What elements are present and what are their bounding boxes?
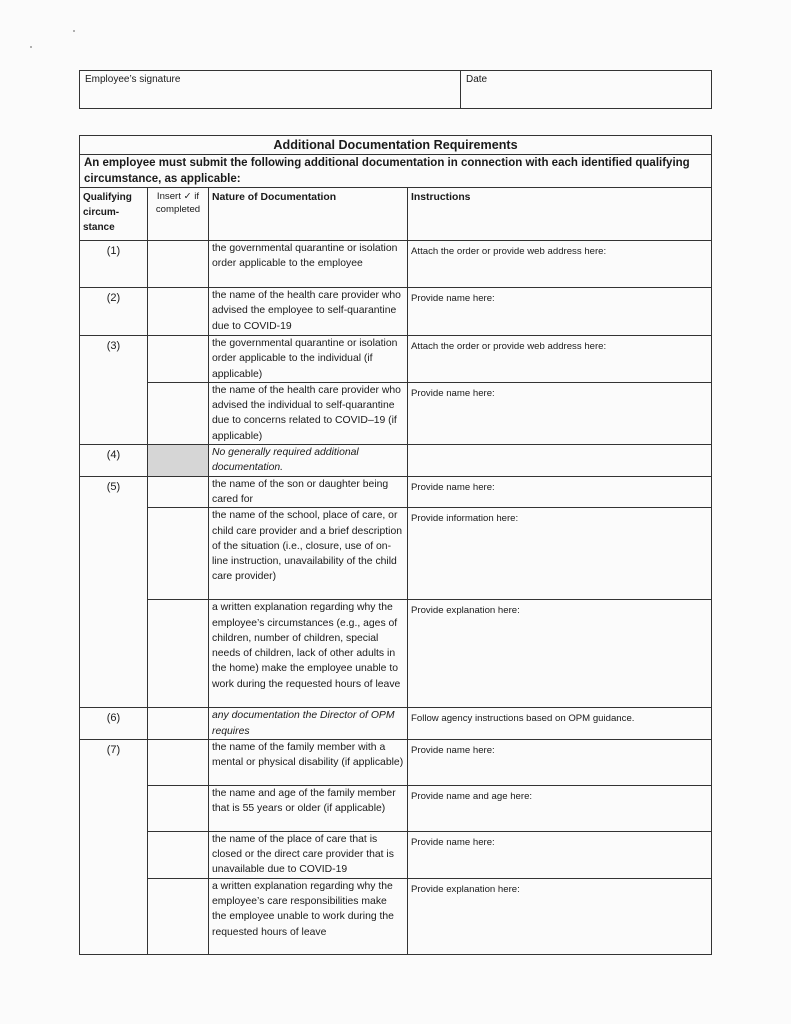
table-row <box>80 785 712 831</box>
completed-checkbox-cell[interactable] <box>148 878 209 954</box>
table-row <box>80 382 712 444</box>
documentation-cell: a written explanation regarding why the employee’s care responsibilities make the employee unable to work during the requested hours of leave <box>209 878 408 954</box>
documentation-cell: the name of the health care provider who advised the individual to self-quarantine due to concerns related to COVID–19 (if applicable) <box>209 382 408 444</box>
instructions-cell[interactable]: Provide name here: <box>408 739 712 785</box>
instructions-cell[interactable]: Provide explanation here: <box>408 878 712 954</box>
instructions-cell[interactable]: Provide name here: <box>408 476 712 508</box>
documentation-cell: No generally required additional documentation. <box>209 445 408 477</box>
completed-checkbox-cell[interactable] <box>148 241 209 288</box>
documentation-cell: the name and age of the family member that is 55 years or older (if applicable) <box>209 785 408 831</box>
instructions-cell[interactable]: Provide explanation here: <box>408 600 712 708</box>
documentation-cell: the name of the son or daughter being cared for <box>209 476 408 508</box>
documentation-cell: the name of the place of care that is closed or the direct care provider that is unavailable due to COVID-19 <box>209 831 408 878</box>
completed-checkbox-cell[interactable] <box>148 708 209 740</box>
table-row <box>80 600 712 708</box>
scan-speck <box>30 46 32 48</box>
circumstance-number: (5) <box>80 476 148 708</box>
signature-table <box>79 70 712 109</box>
employee-signature-label: Employee’s signature <box>85 74 181 85</box>
documentation-cell: the governmental quarantine or isolation order applicable to the employee <box>209 241 408 288</box>
header-nature: Nature of Documentation <box>209 188 408 241</box>
table-row <box>80 878 712 954</box>
instructions-cell[interactable]: Provide information here: <box>408 508 712 600</box>
table-row <box>80 831 712 878</box>
circumstance-number: (1) <box>80 241 148 288</box>
date-label: Date <box>466 74 488 85</box>
completed-checkbox-cell[interactable] <box>148 739 209 785</box>
instructions-cell[interactable]: Provide name and age here: <box>408 785 712 831</box>
table-row <box>80 241 712 288</box>
table-row <box>80 739 712 785</box>
table-row <box>80 445 712 477</box>
scan-speck <box>73 30 75 32</box>
completed-checkbox-cell[interactable] <box>148 508 209 600</box>
instructions-cell[interactable]: Attach the order or provide web address here: <box>408 336 712 383</box>
completed-checkbox-cell[interactable] <box>148 336 209 383</box>
documentation-requirements-table <box>79 135 712 955</box>
instructions-cell <box>408 445 712 477</box>
table-row <box>80 336 712 383</box>
circumstance-number: (7) <box>80 739 148 954</box>
employee-signature-field[interactable] <box>80 71 461 109</box>
documentation-cell: the name of the school, place of care, or child care provider and a brief description of the situation (i.e., closure, use of on-line instruction, unavailability of the child care provider) <box>209 508 408 600</box>
completed-checkbox-cell[interactable] <box>148 785 209 831</box>
documentation-cell: the name of the family member with a mental or physical disability (if applicable) <box>209 739 408 785</box>
header-insert: Insert ✓ if completed <box>148 188 209 241</box>
date-field[interactable] <box>461 71 712 109</box>
instructions-cell[interactable]: Provide name here: <box>408 288 712 336</box>
documentation-cell: the name of the health care provider who advised the employee to self-quarantine due to COVID-19 <box>209 288 408 336</box>
documentation-cell: a written explanation regarding why the employee’s circumstances (e.g., ages of children, number of children, special needs of children, lack of other adults in the home) make the employee unable to work during the requested hours of leave <box>209 600 408 708</box>
table-intro: An employee must submit the following additional documentation in connection with each identified qualifying circumstance, as applicable: <box>80 155 712 188</box>
completed-checkbox-cell-shaded <box>148 445 209 477</box>
completed-checkbox-cell[interactable] <box>148 476 209 508</box>
completed-checkbox-cell[interactable] <box>148 382 209 444</box>
circumstance-number: (4) <box>80 445 148 477</box>
completed-checkbox-cell[interactable] <box>148 288 209 336</box>
circumstance-number: (6) <box>80 708 148 740</box>
completed-checkbox-cell[interactable] <box>148 600 209 708</box>
table-title: Additional Documentation Requirements <box>80 136 712 155</box>
table-row <box>80 708 712 740</box>
circumstance-number: (3) <box>80 336 148 445</box>
documentation-cell: the governmental quarantine or isolation order applicable to the individual (if applicable) <box>209 336 408 383</box>
completed-checkbox-cell[interactable] <box>148 831 209 878</box>
instructions-cell[interactable]: Provide name here: <box>408 382 712 444</box>
table-row <box>80 508 712 600</box>
instructions-cell[interactable]: Follow agency instructions based on OPM guidance. <box>408 708 712 740</box>
circumstance-number: (2) <box>80 288 148 336</box>
header-instructions: Instructions <box>408 188 712 241</box>
table-row <box>80 476 712 508</box>
instructions-cell[interactable]: Provide name here: <box>408 831 712 878</box>
header-qualifying: Qualifying circum-stance <box>80 188 148 241</box>
instructions-cell[interactable]: Attach the order or provide web address here: <box>408 241 712 288</box>
table-row <box>80 288 712 336</box>
documentation-cell: any documentation the Director of OPM requires <box>209 708 408 740</box>
